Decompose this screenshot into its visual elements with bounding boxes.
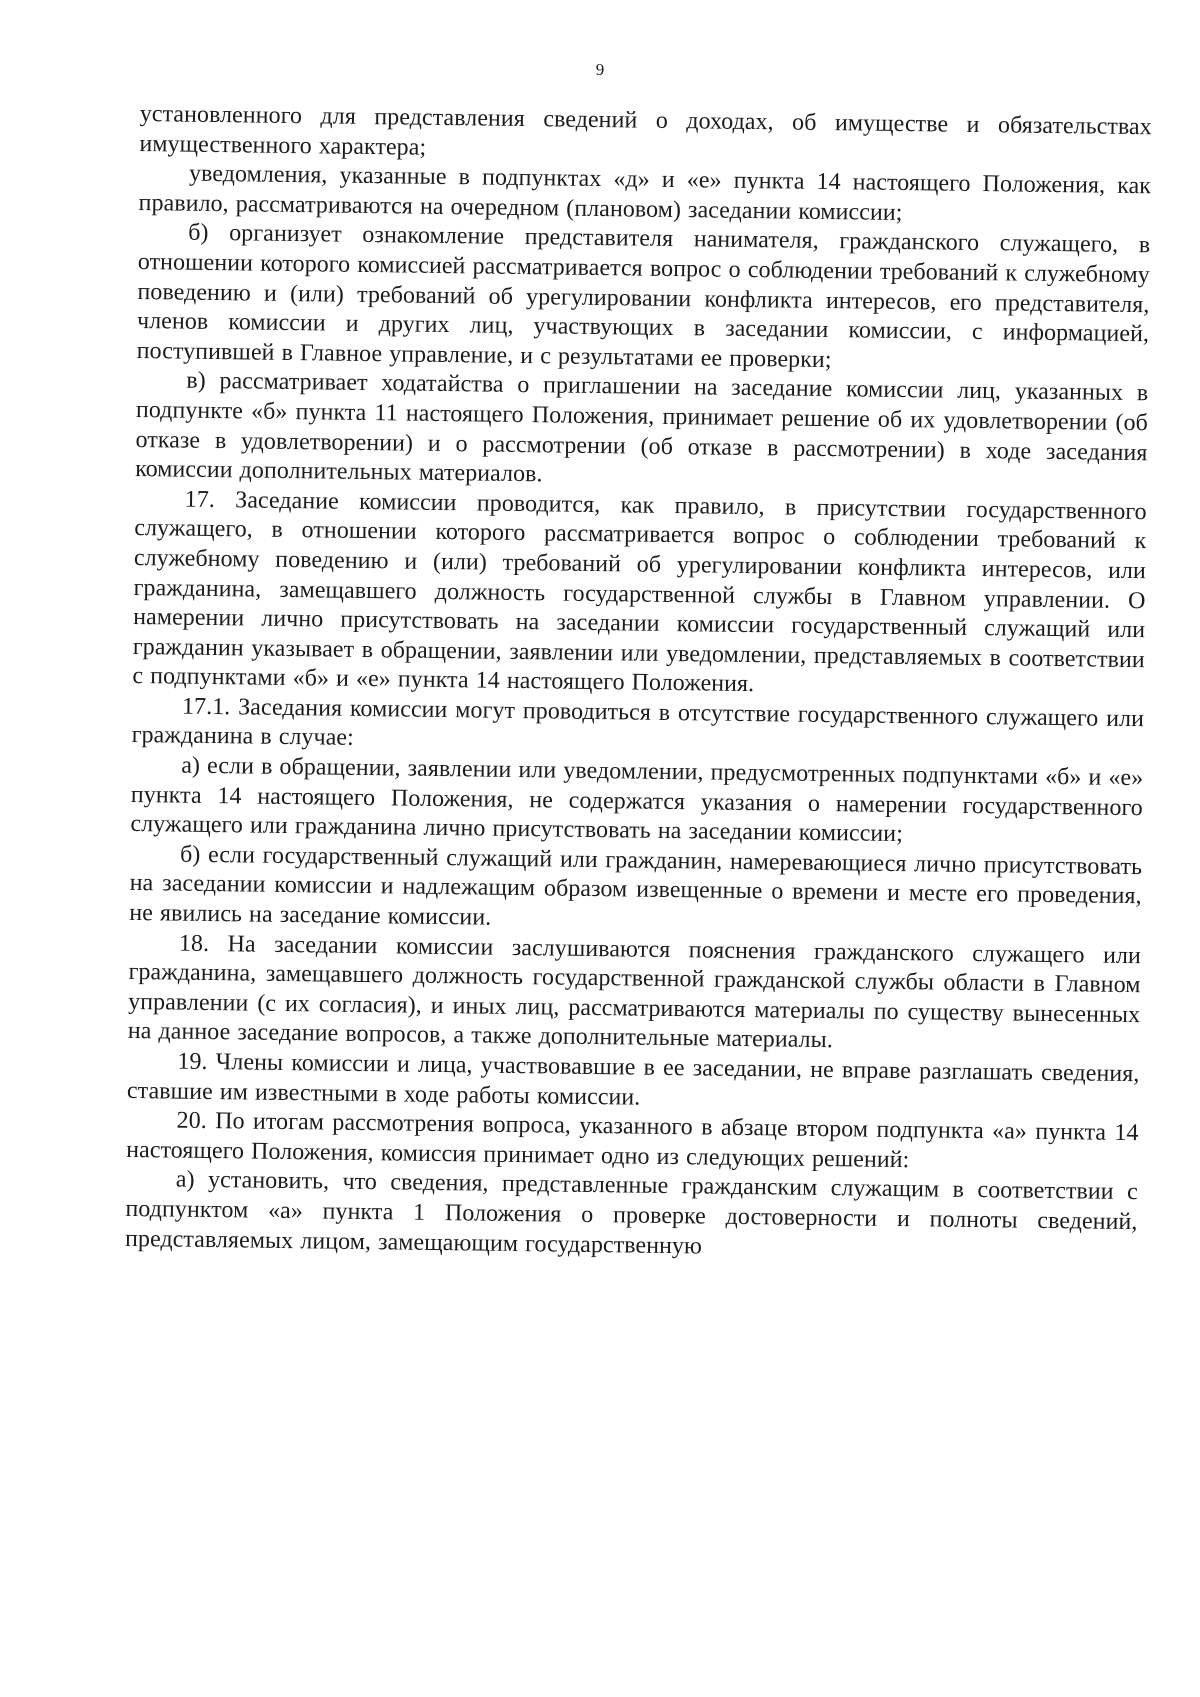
- paragraph-item-17: 17. Заседание комиссии проводится, как правило, в присутствии государственного служащего, в отношении которого рассматривается вопрос о соблюдении требований к служебному поведению и (или) требований об урегулировании конфликта интересов, или гражданина, замещавшего должность государственной службы в Главном управлении. О намерении лично присутствовать на заседании комиссии государственный служащий или гражданин указывает в обращении, заявлении или уведомлении, представляемых в соответствии с подпунктами «б» и «е» пункта 14 настоящего Положения.: [132, 486, 1147, 698]
- paragraph-item-20: 20. По итогам рассмотрения вопроса, указанного в абзаце втором подпункта «а» пункта 14 настоящего Положения, комиссия принимает одно из следующих решений:: [126, 1107, 1139, 1173]
- paragraph-item-19: 19. Члены комиссии и лица, участвовавшие в ее заседании, не вправе разглашать сведения, ставшие им известными в ходе работы комиссии.: [126, 1048, 1140, 1111]
- paragraph-item-17-1: 17.1. Заседания комиссии могут проводиться в отсутствие государственного служащего или гражданина в случае:: [131, 693, 1145, 752]
- page-number: 9: [595, 60, 605, 79]
- paragraph-subpoint-v: в) рассматривает ходатайства о приглашении на заседание комиссии лиц, указанных в подпункте «б» пункта 11 настоящего Положения, принимает решение об их удовлетворении (об отказе в удовлетворении) и о рассмотрении (об отказе в рассмотрении) в ходе заседания комиссии дополнительных материалов.: [134, 367, 1149, 488]
- paragraph-notifications: уведомления, указанные в подпунктах «д» и «е» пункта 14 настоящего Положения, как правило, рассматриваются на очередном (плановом) заседании комиссии;: [138, 160, 1152, 226]
- paragraph-subpoint-b: б) организует ознакомление представителя нанимателя, гражданского служащего, в отношении которого комиссией рассматривается вопрос о соблюдении требований к служебному поведению и (или) требований об урегулировании конфликта интересов, его представителя, членов комиссии и других лиц, участвующих в заседании комиссии, с информацией, поступившей в Главное управление, и с результатами ее проверки;: [136, 220, 1151, 373]
- paragraph-item-18: 18. На заседании комиссии заслушиваются пояснения гражданского служащего или гражданина, замещавшего должность государственной гражданской службы области в Главном управлении (с их согласия), и иных лиц, рассматриваются материалы по существу вынесенных на данное заседание вопросов, а также дополнительные материалы.: [127, 930, 1142, 1054]
- paragraph-item-17-1-a: а) если в обращении, заявлении или уведомлении, предусмотренных подпунктами «б» и «е» пункта 14 настоящего Положения, не содержатся указания о намерении государственного служащего или гражданина лично присутствовать на заседании комиссии;: [130, 752, 1144, 848]
- paragraph-item-20-a: а) установить, что сведения, представленные гражданским служащим в соответствии с подпунктом «а» пункта 1 Положения о проверке достоверности и полноты сведений, представляемых лицом, замещающим государственную: [124, 1166, 1138, 1260]
- document-body: [125, 100, 1152, 1267]
- paragraph-continuation: установленного для представления сведений о доходах, об имуществе и обязательствах имущественного характера;: [139, 100, 1152, 161]
- paragraph-item-17-1-b: б) если государственный служащий или гражданин, намеревающиеся лично присутствовать на заседании комиссии и надлежащим образом извещенные о времени и месте его проведения, не явились на заседание комиссии.: [129, 841, 1143, 931]
